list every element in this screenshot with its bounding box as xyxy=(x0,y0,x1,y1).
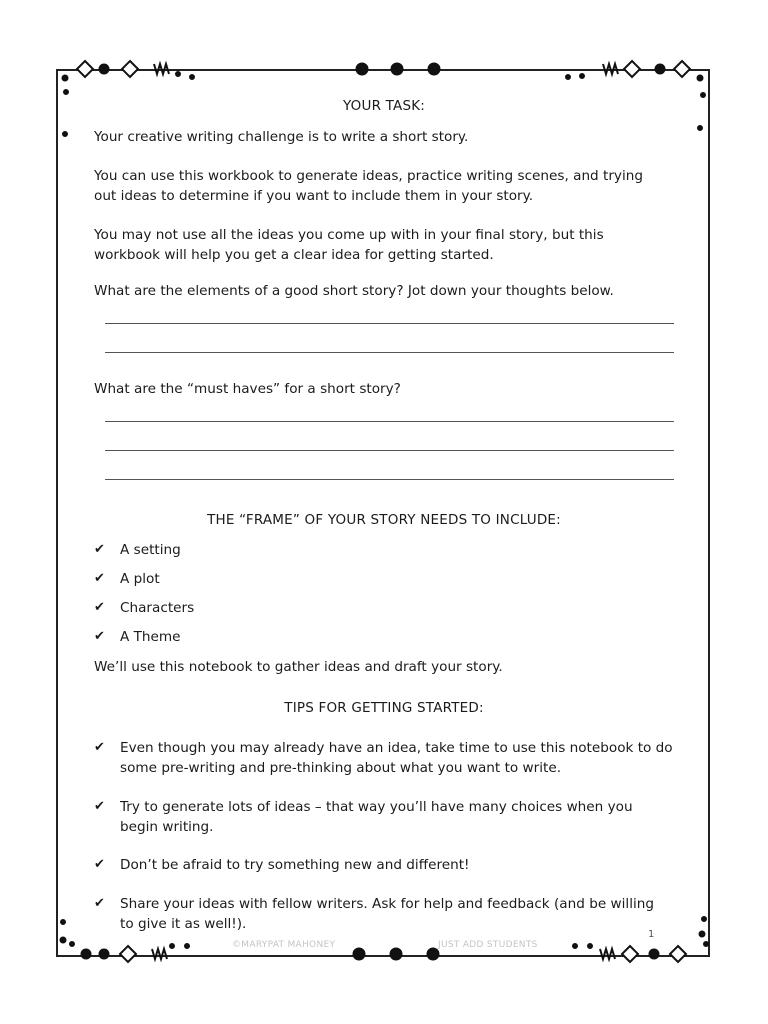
dot-icon xyxy=(176,72,181,77)
frame-item: A plot xyxy=(120,571,160,587)
tip-line: Even though you may already have an idea, take time to use this notebook to do xyxy=(120,740,673,756)
intro-line: Your creative writing challenge is to write a short story. xyxy=(94,129,469,145)
diamond-icon xyxy=(122,61,138,77)
dot-icon xyxy=(63,132,68,137)
dot-icon xyxy=(99,64,109,74)
diamond-icon xyxy=(77,61,93,77)
dot-icon xyxy=(697,75,703,81)
dot-icon xyxy=(61,920,66,925)
check-icon: ✔ xyxy=(94,542,105,557)
dot-icon xyxy=(60,937,66,943)
check-icon: ✔ xyxy=(94,799,105,814)
check-icon: ✔ xyxy=(94,740,105,755)
dot-icon xyxy=(704,942,709,947)
dot-icon xyxy=(391,63,403,75)
tip-line: Try to generate lots of ideas – that way you’ll have many choices when you xyxy=(120,799,633,815)
dot-icon xyxy=(588,944,593,949)
dot-icon xyxy=(428,63,440,75)
diamond-icon xyxy=(624,61,640,77)
dot-icon xyxy=(698,126,703,131)
check-icon: ✔ xyxy=(94,629,105,644)
frame-item: Characters xyxy=(120,600,195,616)
answer-line[interactable] xyxy=(105,421,674,422)
dot-icon xyxy=(699,931,705,937)
dot-icon xyxy=(390,948,402,960)
dot-icon xyxy=(655,64,665,74)
zigzag-icon xyxy=(154,64,169,74)
dot-icon xyxy=(353,948,365,960)
task-heading: YOUR TASK: xyxy=(342,98,426,114)
dot-icon xyxy=(64,90,69,95)
dot-icon xyxy=(185,944,190,949)
zigzag-icon xyxy=(152,949,167,959)
question-must-haves: What are the “must haves” for a short story? xyxy=(94,381,401,397)
dot-icon xyxy=(70,942,75,947)
dot-icon xyxy=(170,944,175,949)
dot-icon xyxy=(702,917,707,922)
check-icon: ✔ xyxy=(94,571,105,586)
tip-line: to give it as well!). xyxy=(120,916,247,932)
diamond-icon xyxy=(674,61,690,77)
answer-line[interactable] xyxy=(105,450,674,451)
dot-icon xyxy=(701,93,706,98)
tip-line: Share your ideas with fellow writers. Ask for help and feedback (and be willing xyxy=(120,896,654,912)
check-icon: ✔ xyxy=(94,896,105,911)
dot-icon xyxy=(649,949,659,959)
footer-brand: JUST ADD STUDENTS xyxy=(438,940,538,950)
tip-line: begin writing. xyxy=(120,819,214,835)
zigzag-icon xyxy=(600,949,615,959)
intro-line: You may not use all the ideas you come up with in your final story, but this xyxy=(94,227,604,243)
tips-heading: TIPS FOR GETTING STARTED: xyxy=(284,700,484,716)
question-elements: What are the elements of a good short story? Jot down your thoughts below. xyxy=(94,283,614,299)
dot-icon xyxy=(573,944,578,949)
intro-line: workbook will help you get a clear idea for getting started. xyxy=(94,247,494,263)
diamond-icon xyxy=(622,946,638,962)
tip-line: Don’t be afraid to try something new and different! xyxy=(120,857,470,873)
dot-icon xyxy=(566,75,571,80)
dot-icon xyxy=(190,75,195,80)
intro-line: You can use this workbook to generate ideas, practice writing scenes, and trying xyxy=(94,168,643,184)
frame-item: A setting xyxy=(120,542,181,558)
zigzag-icon xyxy=(603,64,618,74)
notebook-note: We’ll use this notebook to gather ideas and draft your story. xyxy=(94,659,503,675)
dot-icon xyxy=(580,74,585,79)
answer-line[interactable] xyxy=(105,352,674,353)
frame-heading: THE “FRAME” OF YOUR STORY NEEDS TO INCLUDE: xyxy=(207,512,561,528)
answer-line[interactable] xyxy=(105,479,674,480)
dot-icon xyxy=(81,949,91,959)
check-icon: ✔ xyxy=(94,857,105,872)
intro-line: out ideas to determine if you want to include them in your story. xyxy=(94,188,534,204)
diamond-icon xyxy=(120,946,136,962)
dot-icon xyxy=(99,949,109,959)
dot-icon xyxy=(62,75,68,81)
tip-line: some pre-writing and pre-thinking about what you want to write. xyxy=(120,760,562,776)
footer-copyright: ©MARYPAT MAHONEY xyxy=(232,940,336,950)
answer-line[interactable] xyxy=(105,323,674,324)
check-icon: ✔ xyxy=(94,600,105,615)
page-number: 1 xyxy=(648,929,655,940)
frame-item: A Theme xyxy=(120,629,181,645)
diamond-icon xyxy=(670,946,686,962)
dot-icon xyxy=(356,63,368,75)
